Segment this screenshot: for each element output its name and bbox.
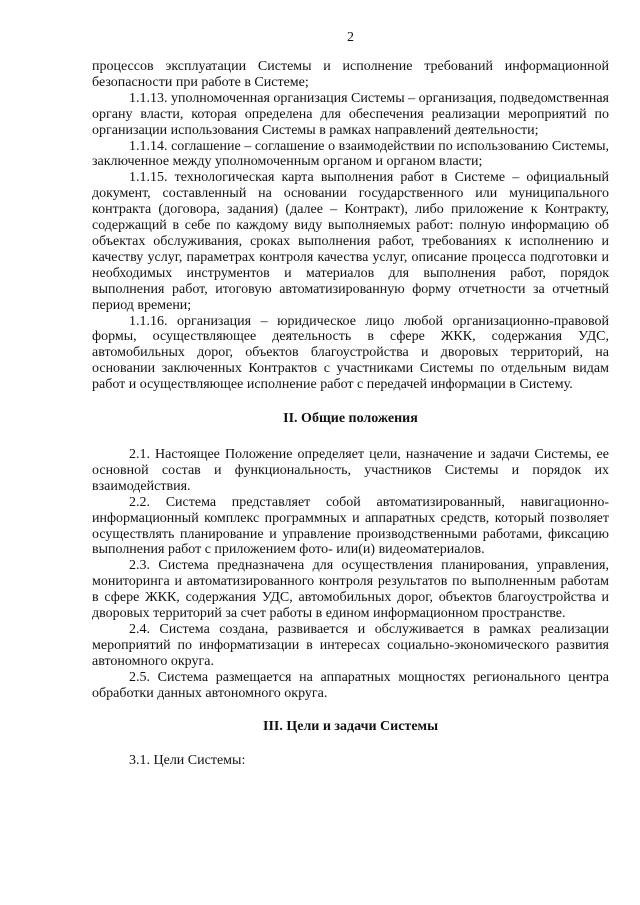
section-3-heading: III. Цели и задачи Системы [263, 718, 438, 734]
clause-2-5: 2.5. Система размещается на аппаратных мощностях регионального центра обработки данных автономного округа. [92, 669, 609, 701]
intro-paragraph-continuation: процессов эксплуатации Системы и исполнение требований информационной безопасности при работе в Системе; [92, 59, 609, 90]
clause-2-1: 2.1. Настоящее Положение определяет цели, назначение и задачи Системы, ее основной состав и функциональность, участников Системы и порядок их взаимодействия. [92, 447, 609, 494]
definition-1-1-13: 1.1.13. уполномоченная организация Системы – организация, подведомственная органу власти, которая определена для обеспечения реализации мероприятий по организации использования Системы в рамках направлений деятельности; [92, 90, 609, 138]
definition-1-1-14: 1.1.14. соглашение – соглашение о взаимодействии по использованию Системы, заключенное между уполномоченным органом и органом власти; [92, 138, 609, 170]
clause-2-2: 2.2. Система представляет собой автоматизированный, навигационно-информационный комплекс программных и аппаратных средств, который позволяет осуществлять планирование и управление производственными работами, фиксацию выполнения работ с приложением фото- или(и) видеоматериалов. [92, 494, 609, 558]
clause-2-4: 2.4. Система создана, развивается и обслуживается в рамках реализации мероприятий по информатизации в интересах социально-экономического развития автономного округа. [92, 622, 609, 669]
definition-1-1-16: 1.1.16. организация – юридическое лицо любой организационно-правовой формы, осуществляющее деятельность в сфере ЖКК, содержания УДС, автомобильных дорог, объектов благоустройства и дворовых территорий, на основании заключенных Контрактов с участниками Системы по отдельным видам работ и осуществляющее исполнение работ с передачей информации в Систему. [92, 313, 609, 393]
clause-2-3: 2.3. Система предназначена для осуществления планирования, управления, мониторинга и автоматизированного контроля результатов по выполненным работам в сфере ЖКК, содержания УДС, автомобильных дорог, объектов благоустройства и дворовых территорий за счет работы в едином информационном пространстве. [92, 558, 609, 622]
document-page [92, 30, 609, 768]
page-number: 2 [347, 30, 354, 45]
clause-3-1: 3.1. Цели Системы: [129, 752, 246, 768]
section-2-heading: II. Общие положения [283, 411, 418, 427]
definition-1-1-15: 1.1.15. технологическая карта выполнения работ в Системе – официальный документ, составленный на основании государственного или муниципального контракта (договора, задания) (далее – Контракт), либо приложение к Контракту, содержащий в себе по каждому виду выполняемых работ: полную информацию об объектах обслуживания, сроках выполнения работ, требованиях к исполнению и качеству услуг, параметрах контроля качества услуг, описание процесса подготовки и необходимых инструментов и материалов для выполнения работ, порядок выполнения работ, итоговую автоматизированную форму отчетности за отчетный период времени; [92, 170, 609, 313]
